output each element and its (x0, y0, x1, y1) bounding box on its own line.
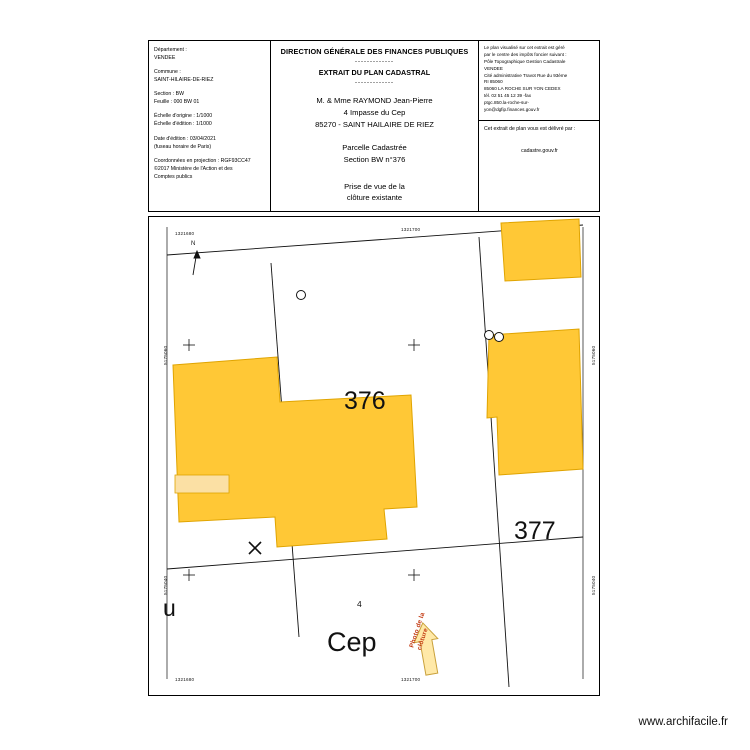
photo-note-line2: clôture existante (346, 193, 403, 203)
timezone-note: (fuseau horaire de Paris) (154, 143, 212, 150)
scale-origin: Échelle d'origine : 1/1000 (154, 113, 213, 120)
commune-label: Commune : (154, 69, 181, 76)
document-title: EXTRAIT DU PLAN CADASTRAL (318, 68, 431, 77)
owner-name: M. & Mme RAYMOND Jean-Pierre (316, 96, 433, 105)
parcel-number-376: 376 (344, 387, 386, 415)
authority-title: DIRECTION GÉNÉRALE DES FINANCES PUBLIQUES (280, 47, 469, 56)
coord-bottom-right: 1321700 (401, 677, 421, 682)
cadastre-url: cadastre.gouv.fr (521, 147, 558, 154)
copyright-line1: ©2017 Ministère de l'Action et des (154, 165, 233, 172)
coord-left-lower: 5175040 (163, 575, 168, 595)
parcel-block (277, 142, 472, 165)
office-line-8: tél. 02 51 45 12 39 -fax (484, 93, 531, 99)
coord-left-upper: 5175060 (163, 345, 168, 365)
owner-address: 4 Impasse du Cep (343, 107, 406, 117)
photo-note-block (277, 181, 472, 204)
parcel-number-377: 377 (514, 517, 556, 545)
photo-arrow-label: Photo de la clôture (408, 611, 430, 652)
projection-coords: Coordonnées en projection : RGF93CC47 (154, 157, 251, 164)
footer-site-label: www.archifacile.fr (638, 716, 728, 728)
feuille-label: Feuille : 000 BW 01 (154, 99, 200, 106)
office-line-6: RI 85060 (484, 79, 503, 85)
office-line-3: Pôle Topographique Gestion Cadastrale (484, 58, 566, 64)
map-canvas (149, 217, 599, 695)
map-vector-layer (149, 217, 600, 696)
street-name-label: Cep (327, 627, 377, 657)
divider-dots-1: ------------- (355, 59, 394, 65)
header-right-panel (479, 41, 599, 211)
cadastral-map[interactable] (148, 216, 600, 696)
office-line-10: yon@dgfip.finances.gouv.fr (484, 107, 540, 113)
scale-edition: Échelle d'édition : 1/1000 (154, 121, 212, 128)
section-label: Section : BW (154, 91, 184, 98)
header-right-divider (479, 120, 599, 121)
department-label: Département : (154, 47, 187, 53)
coord-bottom-left: 1321680 (175, 677, 195, 682)
office-line-2: par le centre des impôts foncier suivant : (484, 51, 567, 57)
parcel-section: Section BW n°376 (343, 154, 406, 164)
delivered-by-label: Cet extrait de plan vous est délivré par : (484, 125, 576, 132)
header-center-panel (271, 41, 479, 211)
office-line-4: VENDEE (484, 65, 503, 71)
north-label: N (191, 241, 196, 247)
header-left-panel (149, 41, 271, 211)
photo-note-line1: Prise de vue de la (344, 182, 405, 192)
office-line-1: Le plan visualisé sur cet extrait est géré (484, 45, 565, 50)
office-line-5: Cité administrative Travot Rue du 93ème (484, 72, 568, 78)
office-line-9: ptgc.850.la-roche-sur- (484, 100, 529, 106)
street-number-label: 4 (357, 599, 362, 609)
commune-value: SAINT-HILAIRE-DE-RIEZ (154, 77, 214, 84)
letter-u-label: u (163, 595, 176, 621)
divider-dots-2: ------------- (355, 80, 394, 86)
photo-direction-arrow (408, 611, 439, 677)
document-header (148, 40, 600, 212)
parcel-label: Parcelle Cadastrée (342, 143, 407, 153)
owner-city: 85270 - SAINT HAILAIRE DE RIEZ (315, 119, 434, 129)
office-line-7: 85060 LA ROCHE SUR YON CEDEX (484, 86, 561, 92)
edition-date: Date d'édition : 03/04/2021 (154, 135, 216, 142)
owner-block (277, 95, 472, 130)
coord-top-left: 1321680 (175, 231, 195, 236)
copyright-line2: Comptes publics (154, 173, 193, 180)
coord-right-lower: 5175040 (591, 575, 596, 595)
coord-right-upper: 5175060 (591, 345, 596, 365)
department-value: VENDEE (154, 55, 176, 62)
coord-top-right: 1321700 (401, 227, 421, 232)
